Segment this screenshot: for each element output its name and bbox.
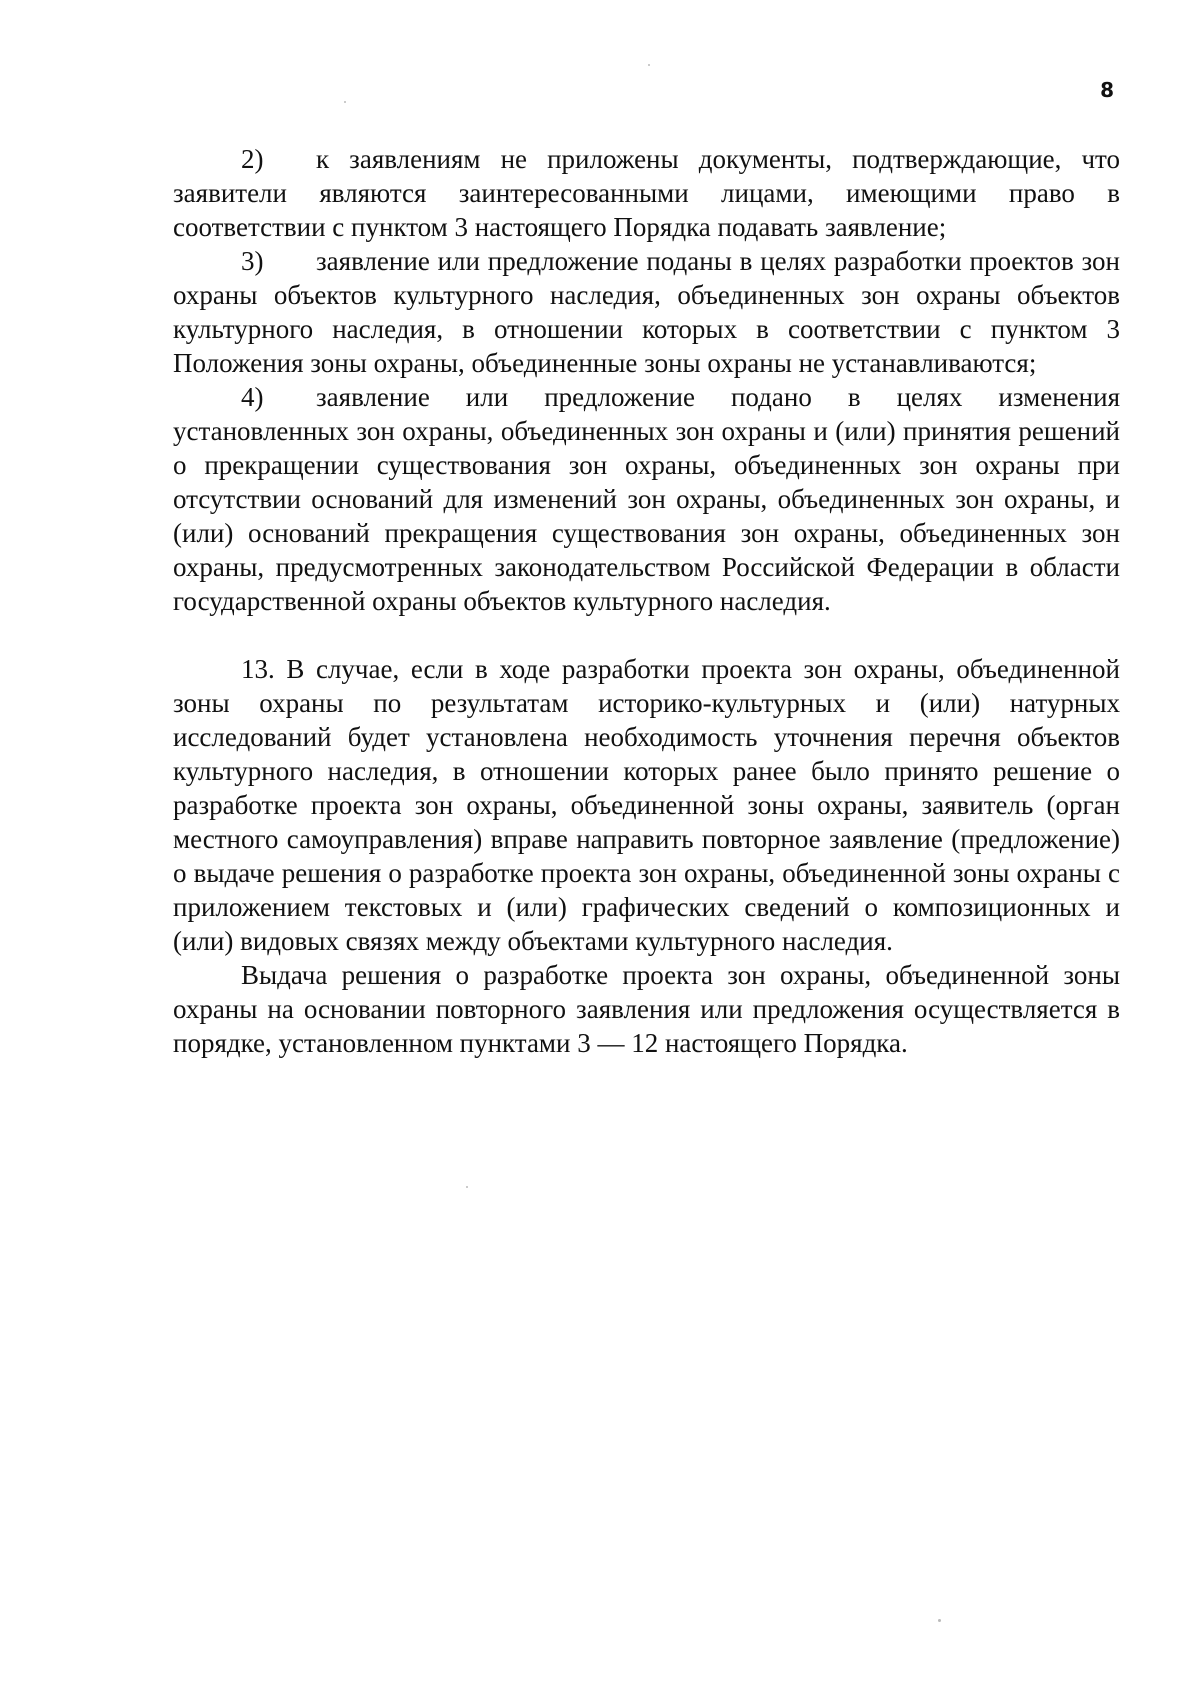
item-number: 2): [241, 144, 264, 174]
list-item-4: [173, 380, 1120, 618]
item-number: 4): [241, 382, 264, 412]
list-item-3: [173, 244, 1120, 380]
section-13-closing-paragraph: Выдача решения о разработке проекта зон охраны, объединенной зоны охраны на основании повторного заявления или предложения осуществляется в порядке, установленном пунктами 3 — 12 настоящего Порядка.: [173, 960, 1120, 1058]
scan-speck: [648, 64, 650, 66]
scan-speck: [466, 1186, 468, 1188]
section-13-paragraph: 13. В случае, если в ходе разработки проекта зон охраны, объединенной зоны охраны по результатам историко-культурных и (или) натурных исследований будет установлена необходимость уточнения перечня объектов культурного наследия, в отношении которых ранее было принято решение о разработке проекта зон охраны, объединенной зоны охраны, заявитель (орган местного самоуправления) вправе направить повторное заявление (предложение) о выдаче решения о разработке проекта зон охраны, объединенной зоны охраны с приложением текстовых и (или) графических сведений о композиционных и (или) видовых связях между объектами культурного наследия.: [173, 654, 1120, 956]
item-text: к заявлениям не приложены документы, подтверждающие, что заявители являются заинтересованными лицами, имеющими право в соответствии с пунктом 3 настоящего Порядка подавать заявление;: [173, 144, 1120, 242]
scan-speck: [938, 1619, 941, 1622]
item-number: 3): [241, 246, 264, 276]
item-text: заявление или предложение поданы в целях разработки проектов зон охраны объектов культурного наследия, объединенных зон охраны объектов культурного наследия, в отношении которых в соответствии с пунктом 3 Положения зоны охраны, объединенные зоны охраны не устанавливаются;: [173, 246, 1120, 378]
list-item-2: [173, 142, 1120, 244]
document-body: [173, 142, 1120, 1060]
scan-speck: [344, 101, 346, 103]
item-text: заявление или предложение подано в целях изменения установленных зон охраны, объединенных зон охраны и (или) принятия решений о прекращении существования зон охраны, объединенных зон охраны при отсутствии оснований для изменений зон охраны, объединенных зон охраны, и (или) оснований прекращения существования зон охраны, объединенных зон охраны, предусмотренных законодательством Российской Федерации в области государственной охраны объектов культурного наследия.: [173, 382, 1120, 616]
page-number: 8: [1100, 78, 1114, 102]
